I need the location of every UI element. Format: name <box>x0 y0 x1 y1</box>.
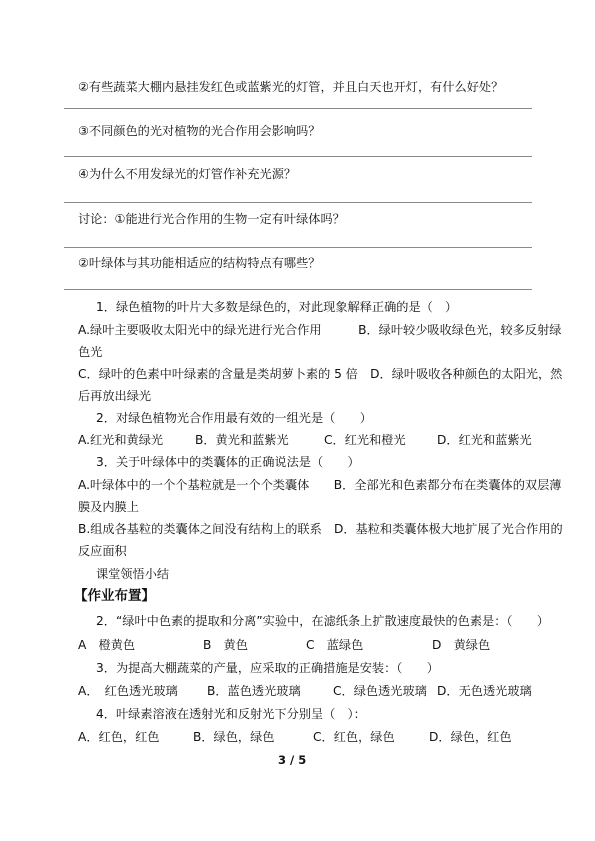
homework-question-4-option-c: C．红色，绿色 <box>313 730 395 744</box>
question-2-option-a: A.红光和黄绿光 <box>78 433 164 447</box>
discussion-prompt-2: ②叶绿体与其功能相适应的结构特点有哪些？ <box>78 256 321 270</box>
page-number: 3 / 5 <box>278 753 307 767</box>
homework-question-3-stem: 3．为提高大棚蔬菜的产量，应采取的正确措施是安装：（ ） <box>96 661 439 675</box>
question-1-stem: 1．绿色植物的叶片大多数是绿色的，对此现象解释正确的是（ ） <box>96 300 458 314</box>
homework-question-3-option-a: A． 红色透光玻璃 <box>78 684 178 698</box>
homework-question-4-stem: 4．叶绿素溶液在透射光和反射光下分别呈（ ）： <box>96 707 366 721</box>
homework-question-4-option-a: A．红色，红色 <box>78 730 160 744</box>
question-1-options-line: C．绿叶的色素中叶绿素的含量是类胡萝卜素的 5 倍 D．绿叶吸收各种颜色的太阳光，然 <box>78 367 563 381</box>
question-2-stem: 2．对绿色植物光合作用最有效的一组光是（ ） <box>96 411 372 425</box>
question-3-options-line: B.组成各基粒的类囊体之间没有结构上的联系 D．基粒和类囊体极大地扩展了光合作用的 <box>78 522 563 536</box>
question-3-stem: 3．关于叶绿体中的类囊体的正确说法是（ ） <box>96 455 360 469</box>
answer-line <box>64 156 532 157</box>
lesson-summary-label: 课堂领悟小结 <box>96 567 170 581</box>
answer-line <box>64 108 532 109</box>
discussion-question-3: ③不同颜色的光对植物的光合作用会影响吗？ <box>78 124 321 138</box>
discussion-question-4: ④为什么不用发绿光的灯管作补充光源？ <box>78 167 297 181</box>
question-2-option-b: B．黄光和蓝紫光 <box>195 433 289 447</box>
homework-question-4-option-b: B．绿色，绿色 <box>193 730 275 744</box>
question-1-options-line: A.绿叶主要吸收太阳光中的绿光进行光合作用 B．绿叶较少吸收绿色光，较多反射绿 <box>78 323 562 337</box>
answer-line <box>64 202 532 203</box>
discussion-prompt-1: 讨论：①能进行光合作用的生物一定有叶绿体吗？ <box>78 212 345 226</box>
discussion-question-2: ②有些蔬菜大棚内悬挂发红色或蓝紫光的灯管，并且白天也开灯，有什么好处？ <box>78 80 504 94</box>
homework-question-2-option-d: D 黄绿色 <box>432 638 491 652</box>
homework-question-3-option-d: D．无色透光玻璃 <box>437 684 532 698</box>
homework-question-2-option-b: B 黄色 <box>203 638 248 652</box>
question-3-options-line: A.叶绿体中的一个个基粒就是一个个类囊体 B．全部光和色素都分布在类囊体的双层薄 <box>78 478 562 492</box>
question-2-option-d: D．红光和蓝紫光 <box>437 433 532 447</box>
homework-question-3-option-c: C．绿色透光玻璃 <box>333 684 427 698</box>
homework-question-4-option-d: D．绿色，红色 <box>429 730 512 744</box>
question-1-options-wrap: 色光 <box>78 345 103 359</box>
homework-heading: 【作业布置】 <box>74 588 155 604</box>
homework-question-3-option-b: B．蓝色透光玻璃 <box>207 684 301 698</box>
answer-line <box>64 289 532 290</box>
question-2-option-c: C．红光和橙光 <box>324 433 406 447</box>
homework-question-2-option-a: A 橙黄色 <box>78 638 136 652</box>
homework-question-2-option-c: C 蓝绿色 <box>306 638 364 652</box>
question-1-options-wrap: 后再放出绿光 <box>78 389 152 403</box>
question-3-options-wrap: 膜及内膜上 <box>78 500 139 514</box>
answer-line <box>64 247 532 248</box>
homework-question-2-stem: 2．“绿叶中色素的提取和分离”实验中，在滤纸条上扩散速度最快的色素是：（ ） <box>96 614 550 628</box>
question-3-options-wrap: 反应面积 <box>78 544 127 558</box>
